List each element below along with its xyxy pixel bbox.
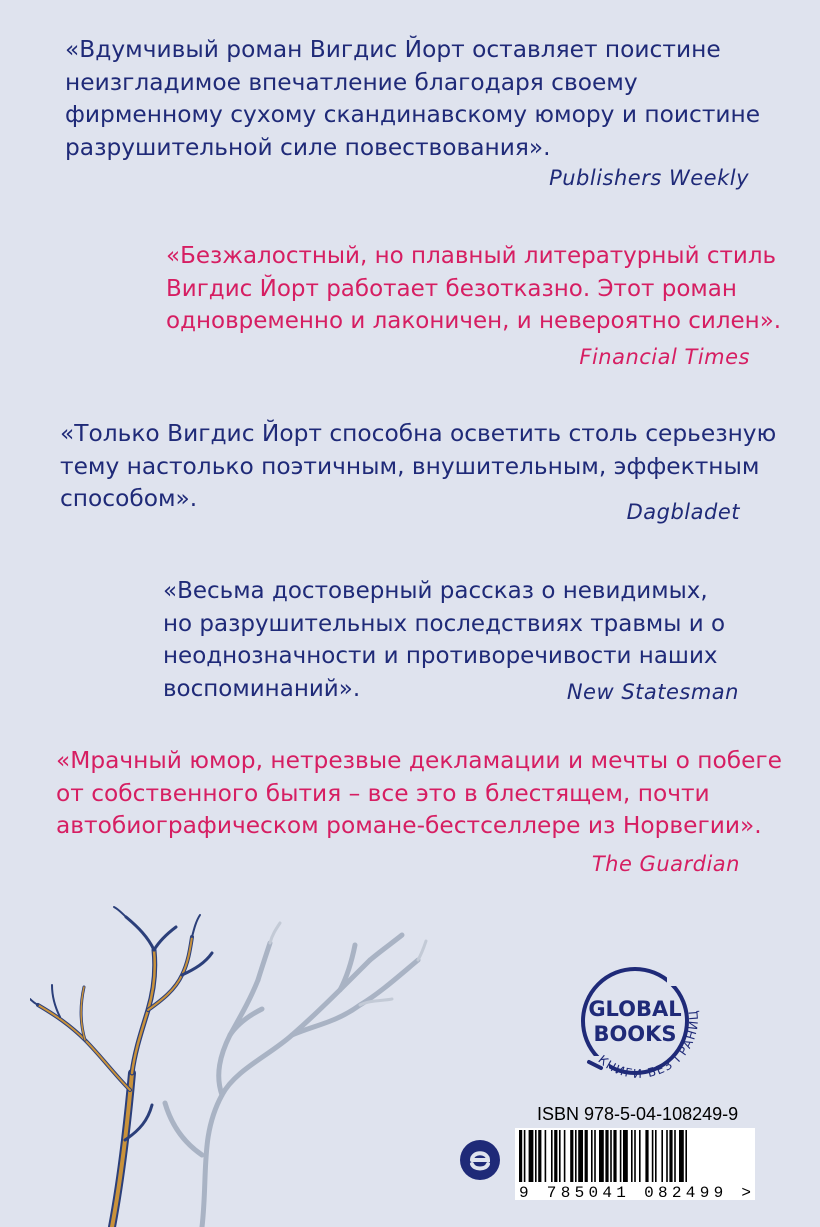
quote-line: от собственного бытия – все это в блестящем, почти xyxy=(56,779,710,807)
quote-line: Вигдис Йорт работает безотказно. Этот роман xyxy=(166,275,737,302)
quote-2 xyxy=(166,240,781,338)
quote-line: но разрушительных последствиях травмы и о xyxy=(163,610,726,637)
quote-line: одновременно и лаконичен, и невероятно силен». xyxy=(166,308,782,334)
logo-ring-gap xyxy=(667,968,689,986)
quote-source: The Guardian xyxy=(591,852,740,876)
quote-line: «Мрачный юмор, нетрезвые декламации и мечты о побеге xyxy=(56,747,782,774)
global-books-logo xyxy=(575,958,715,1088)
quote-line: фирменному сухому скандинавскому юмору и поистине xyxy=(65,101,761,128)
quote-line: тему настолько поэтичным, внушительным, эффектным xyxy=(60,452,760,480)
isbn-label: ISBN 978-5-04-108249-9 xyxy=(537,1104,739,1124)
quote-line: воспоминаний». xyxy=(163,675,361,702)
logo-line1: GLOBAL xyxy=(588,997,682,1021)
barcode-digits: 9 785041 082499 > xyxy=(519,1184,751,1200)
quote-line: способом». xyxy=(60,485,198,512)
quote-1 xyxy=(65,34,760,164)
quote-source: New Statesman xyxy=(566,680,739,704)
logo-ring-textpath: КНИГИ БЕЗ ГРАНИЦ xyxy=(595,1008,702,1081)
quote-5 xyxy=(56,745,782,843)
barcode xyxy=(515,1128,755,1200)
quote-line: разрушительной силе повествования». xyxy=(65,133,551,161)
quote-line: «Весьма достоверный рассказ о невидимых, xyxy=(163,578,708,604)
tree-illustration xyxy=(30,905,430,1227)
publisher-mark-icon xyxy=(458,1138,502,1182)
quote-line: «Только Вигдис Йорт способна осветить столь серьезную xyxy=(60,420,777,447)
quote-line: неоднозначности и противоречивости наших xyxy=(163,643,718,669)
quote-line: автобиографическом романе-бестселлере из Норвегии». xyxy=(56,812,762,839)
logo-line2: BOOKS xyxy=(593,1022,677,1046)
quote-line: неизгладимое впечатление благодаря своему xyxy=(65,68,638,96)
quote-source: Financial Times xyxy=(579,345,750,369)
quote-source: Dagbladet xyxy=(626,500,740,524)
quote-line: «Безжалостный, но плавный литературный стиль xyxy=(166,243,777,269)
quote-source: Publishers Weekly xyxy=(549,166,749,190)
quote-line: «Вдумчивый роман Вигдис Йорт оставляет поистине xyxy=(65,36,721,63)
